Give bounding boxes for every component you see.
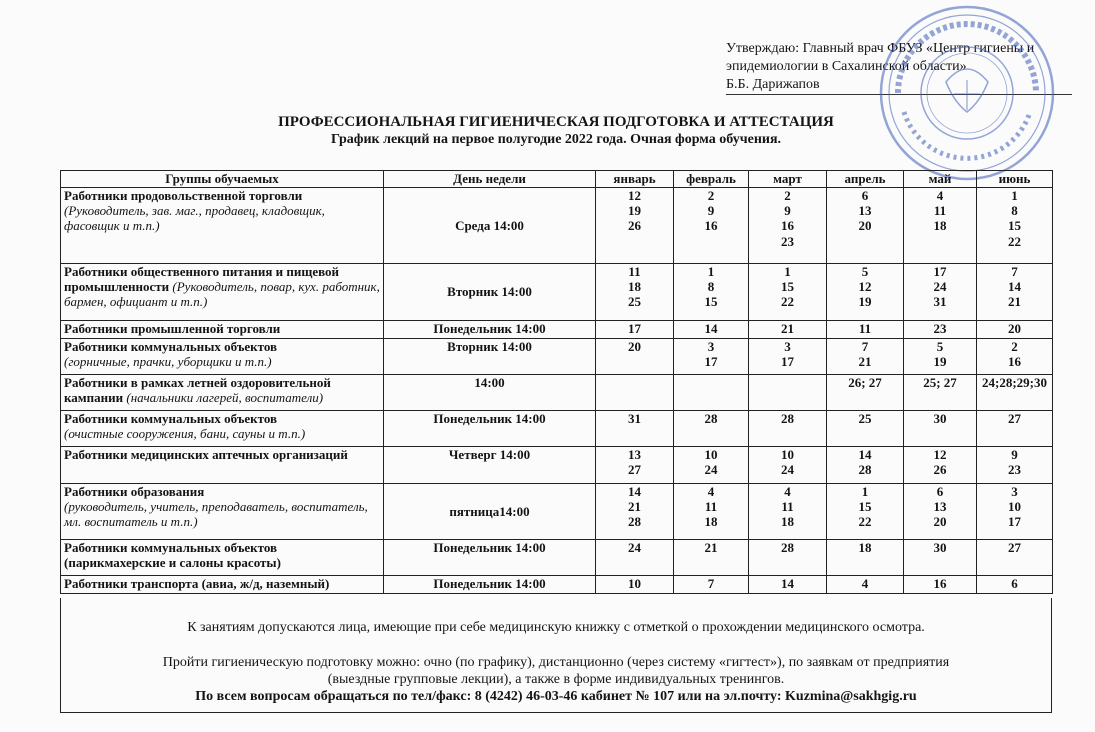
june-cell: 1 8 15 22: [977, 188, 1053, 264]
march-cell: 14: [749, 576, 827, 594]
april-cell: 25: [827, 411, 904, 447]
weekday-cell: Вторник 14:00: [384, 264, 596, 321]
table-row: [61, 339, 1053, 375]
group-cell: Работники коммунальных объектов (горничные, прачки, уборщики и т.п.): [61, 339, 384, 375]
february-cell: [674, 375, 749, 411]
february-cell: 4 11 18: [674, 484, 749, 540]
footer-notes: [60, 598, 1052, 713]
header-february: февраль: [674, 171, 749, 188]
weekday-cell: 14:00: [384, 375, 596, 411]
may-cell: 30: [904, 540, 977, 576]
june-cell: 3 10 17: [977, 484, 1053, 540]
weekday-cell: Вторник 14:00: [384, 339, 596, 375]
january-cell: 31: [596, 411, 674, 447]
april-cell: 5 12 19: [827, 264, 904, 321]
contact-info: По всем вопросам обращаться по тел/факс: 8 (4242) 46-03-46 кабинет № 107 или на эл.почту: Kuzmina@sakhgig.ru: [195, 689, 917, 704]
table-row: [61, 321, 1053, 339]
june-cell: 2 16: [977, 339, 1053, 375]
weekday-cell: пятница14:00: [384, 484, 596, 540]
june-cell: 27: [977, 411, 1053, 447]
may-cell: 16: [904, 576, 977, 594]
may-cell: 5 19: [904, 339, 977, 375]
january-cell: 13 27: [596, 447, 674, 484]
january-cell: 10: [596, 576, 674, 594]
table-row: [61, 447, 1053, 484]
march-cell: [749, 375, 827, 411]
group-cell: Работники промышленной торговли: [61, 321, 384, 339]
march-cell: 10 24: [749, 447, 827, 484]
april-cell: 1 15 22: [827, 484, 904, 540]
table-row: [61, 264, 1053, 321]
january-cell: 20: [596, 339, 674, 375]
may-cell: 30: [904, 411, 977, 447]
march-cell: 28: [749, 540, 827, 576]
weekday-cell: Четверг 14:00: [384, 447, 596, 484]
training-options-note-cont: (выездные групповые лекции), а также в форме индивидуальных тренингов.: [327, 672, 785, 687]
header-january: январь: [596, 171, 674, 188]
may-cell: 4 11 18: [904, 188, 977, 264]
group-cell: Работники медицинских аптечных организаций: [61, 447, 384, 484]
header-may: май: [904, 171, 977, 188]
header-june: июнь: [977, 171, 1053, 188]
may-cell: 17 24 31: [904, 264, 977, 321]
february-cell: 1 8 15: [674, 264, 749, 321]
header-march: март: [749, 171, 827, 188]
april-cell: 18: [827, 540, 904, 576]
april-cell: 6 13 20: [827, 188, 904, 264]
group-cell: Работники в рамках летней оздоровительной кампании (начальники лагерей, воспитатели): [61, 375, 384, 411]
weekday-cell: Понедельник 14:00: [384, 411, 596, 447]
may-cell: 6 13 20: [904, 484, 977, 540]
june-cell: 27: [977, 540, 1053, 576]
table-row: [61, 540, 1053, 576]
header-april: апрель: [827, 171, 904, 188]
table-header-row: [61, 171, 1053, 188]
table-row: [61, 375, 1053, 411]
march-cell: 4 11 18: [749, 484, 827, 540]
approval-signatory: Б.Б. Дарижапов: [726, 77, 820, 92]
february-cell: 2 9 16: [674, 188, 749, 264]
weekday-cell: Понедельник 14:00: [384, 540, 596, 576]
group-cell: Работники общественного питания и пищевой промышленности (Руководитель, повар, кух. работник, бармен, официант и т.п.): [61, 264, 384, 321]
approval-line-2: эпидемиологии в Сахалинской области»: [726, 59, 967, 74]
february-cell: 3 17: [674, 339, 749, 375]
may-cell: 12 26: [904, 447, 977, 484]
june-cell: 20: [977, 321, 1053, 339]
lecture-schedule-table: [60, 170, 1053, 594]
january-cell: 12 19 26: [596, 188, 674, 264]
group-cell: Работники образования (руководитель, учитель, преподаватель, воспитатель, мл. воспитатель и т.п.): [61, 484, 384, 540]
approval-line-1: Утверждаю: Главный врач ФБУЗ «Центр гигиены и: [726, 41, 1035, 56]
march-cell: 2 9 16 23: [749, 188, 827, 264]
weekday-cell: Понедельник 14:00: [384, 321, 596, 339]
official-stamp-icon: [876, 2, 1058, 184]
march-cell: 28: [749, 411, 827, 447]
table-row: [61, 188, 1053, 264]
group-cell: Работники продовольственной торговли (Руководитель, зав. маг., продавец, кладовщик, фасовщик и т.п.): [61, 188, 384, 264]
may-cell: 25; 27: [904, 375, 977, 411]
header-groups: Группы обучаемых: [61, 171, 384, 188]
april-cell: 14 28: [827, 447, 904, 484]
february-cell: 10 24: [674, 447, 749, 484]
table-row: [61, 411, 1053, 447]
january-cell: 24: [596, 540, 674, 576]
march-cell: 3 17: [749, 339, 827, 375]
weekday-cell: Понедельник 14:00: [384, 576, 596, 594]
group-cell: Работники коммунальных объектов (очистные сооружения, бани, сауны и т.п.): [61, 411, 384, 447]
february-cell: 28: [674, 411, 749, 447]
april-cell: 11: [827, 321, 904, 339]
june-cell: 24;28;29;30: [977, 375, 1053, 411]
medical-book-note: К занятиям допускаются лица, имеющие при себе медицинскую книжку с отметкой о прохождении медицинского осмотра.: [187, 620, 925, 635]
june-cell: 9 23: [977, 447, 1053, 484]
document-titles: [60, 114, 1052, 149]
weekday-cell: Среда 14:00: [384, 188, 596, 264]
april-cell: 7 21: [827, 339, 904, 375]
table-row: [61, 484, 1053, 540]
march-cell: 21: [749, 321, 827, 339]
january-cell: 11 18 25: [596, 264, 674, 321]
june-cell: 7 14 21: [977, 264, 1053, 321]
april-cell: 4: [827, 576, 904, 594]
january-cell: 17: [596, 321, 674, 339]
january-cell: [596, 375, 674, 411]
april-cell: 26; 27: [827, 375, 904, 411]
document-subtitle: График лекций на первое полугодие 2022 года. Очная форма обучения.: [330, 132, 782, 147]
may-cell: 23: [904, 321, 977, 339]
january-cell: 14 21 28: [596, 484, 674, 540]
june-cell: 6: [977, 576, 1053, 594]
february-cell: 14: [674, 321, 749, 339]
table-row: [61, 576, 1053, 594]
training-options-note: Пройти гигиеническую подготовку можно: очно (по графику), дистанционно (через систему «гигтест»), по заявкам от предприятия: [162, 655, 950, 670]
march-cell: 1 15 22: [749, 264, 827, 321]
group-cell: Работники коммунальных объектов (парикмахерские и салоны красоты): [61, 540, 384, 576]
february-cell: 21: [674, 540, 749, 576]
header-weekday: День недели: [384, 171, 596, 188]
group-cell: Работники транспорта (авиа, ж/д, наземный): [61, 576, 384, 594]
february-cell: 7: [674, 576, 749, 594]
document-title: ПРОФЕССИОНАЛЬНАЯ ГИГИЕНИЧЕСКАЯ ПОДГОТОВКА И АТТЕСТАЦИЯ: [278, 114, 834, 130]
